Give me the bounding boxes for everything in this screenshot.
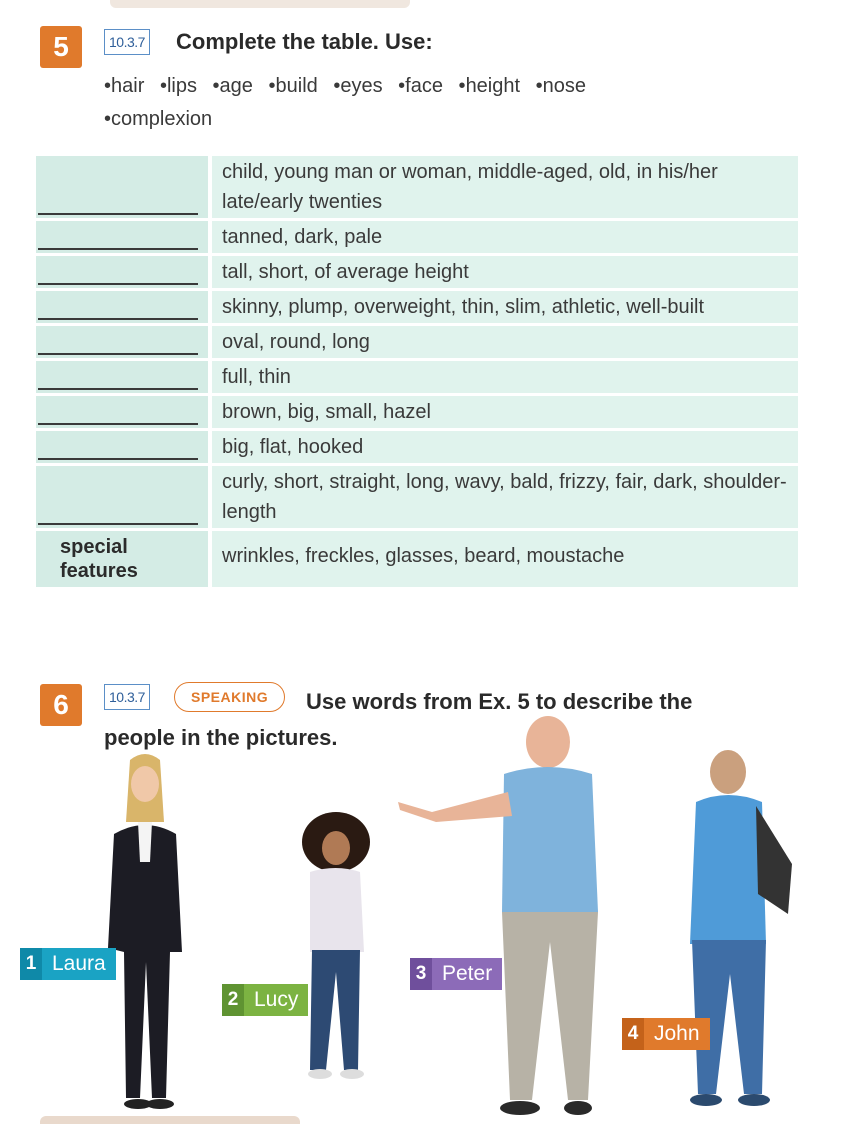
lucy-figure [296, 812, 380, 1084]
speaking-badge: SPEAKING [174, 682, 285, 712]
person-tag-lucy [222, 984, 308, 1016]
answer-line [38, 423, 200, 425]
table-row [36, 531, 798, 587]
word-item: • eyes [333, 75, 382, 97]
answer-cell[interactable] [36, 326, 198, 358]
row-words: oval, round, long [212, 326, 798, 358]
person-name: John [644, 1018, 710, 1050]
answer-line [38, 523, 200, 525]
answer-line [38, 283, 200, 285]
table-row [36, 431, 798, 463]
word-item: • lips [160, 75, 197, 97]
john-figure [670, 744, 802, 1116]
answer-cell[interactable] [36, 221, 198, 253]
row-words: brown, big, small, hazel [212, 396, 798, 428]
answer-cell[interactable] [36, 466, 198, 528]
table-row [36, 221, 798, 253]
row-words: big, flat, hooked [212, 431, 798, 463]
laura-figure [100, 752, 190, 1114]
person-name: Peter [432, 958, 502, 990]
answer-line [38, 318, 200, 320]
table-row [36, 156, 798, 218]
person-number: 3 [410, 958, 432, 990]
table-row [36, 256, 798, 288]
answer-cell[interactable] [36, 396, 198, 428]
person-tag-peter [410, 958, 502, 990]
table-row [36, 326, 798, 358]
person-number: 1 [20, 948, 42, 980]
special-features-label: special features [36, 531, 198, 587]
word-item: • nose [536, 75, 586, 97]
answer-line [38, 248, 200, 250]
word-item: • hair [104, 75, 144, 97]
table-row [36, 291, 798, 323]
word-list [104, 70, 764, 136]
answer-line [38, 353, 200, 355]
word-item: • complexion [104, 108, 212, 130]
vocabulary-table [36, 156, 798, 590]
person-name: Lucy [244, 984, 308, 1016]
table-row [36, 361, 798, 393]
previous-section-strip [110, 0, 410, 8]
person-number: 2 [222, 984, 244, 1016]
person-name: Laura [42, 948, 116, 980]
word-item: • height [459, 75, 521, 97]
word-item: • face [398, 75, 443, 97]
row-words: skinny, plump, overweight, thin, slim, athletic, well-built [212, 291, 798, 323]
answer-cell[interactable] [36, 256, 198, 288]
peter-figure [392, 712, 606, 1124]
row-words: curly, short, straight, long, wavy, bald, frizzy, fair, dark, shoulder-length [212, 466, 798, 528]
row-words: full, thin [212, 361, 798, 393]
next-section-strip [40, 1116, 300, 1124]
row-words: wrinkles, freckles, glasses, beard, moustache [212, 531, 798, 587]
exercise-5-number: 5 [40, 26, 82, 68]
table-row [36, 396, 798, 428]
exercise-6-code-badge: 10.3.7 [104, 684, 150, 710]
exercise-5-code-badge: 10.3.7 [104, 29, 150, 55]
answer-cell[interactable] [36, 291, 198, 323]
person-tag-laura [20, 948, 116, 980]
answer-line [38, 458, 200, 460]
answer-line [38, 388, 200, 390]
word-item: • build [268, 75, 317, 97]
exercise-5-instruction: Complete the table. Use: [176, 29, 433, 54]
exercise-6-number: 6 [40, 684, 82, 726]
row-words: child, young man or woman, middle-aged, old, in his/her late/early twenties [212, 156, 798, 218]
word-item: • age [213, 75, 253, 97]
answer-line [38, 213, 200, 215]
person-tag-john [622, 1018, 710, 1050]
answer-cell[interactable] [36, 431, 198, 463]
person-number: 4 [622, 1018, 644, 1050]
row-words: tanned, dark, pale [212, 221, 798, 253]
exercise-6-instruction: Use words from Ex. 5 to describe the people in the pictures. [104, 689, 693, 750]
answer-cell[interactable] [36, 361, 198, 393]
table-row [36, 466, 798, 528]
row-words: tall, short, of average height [212, 256, 798, 288]
answer-cell[interactable] [36, 156, 198, 218]
